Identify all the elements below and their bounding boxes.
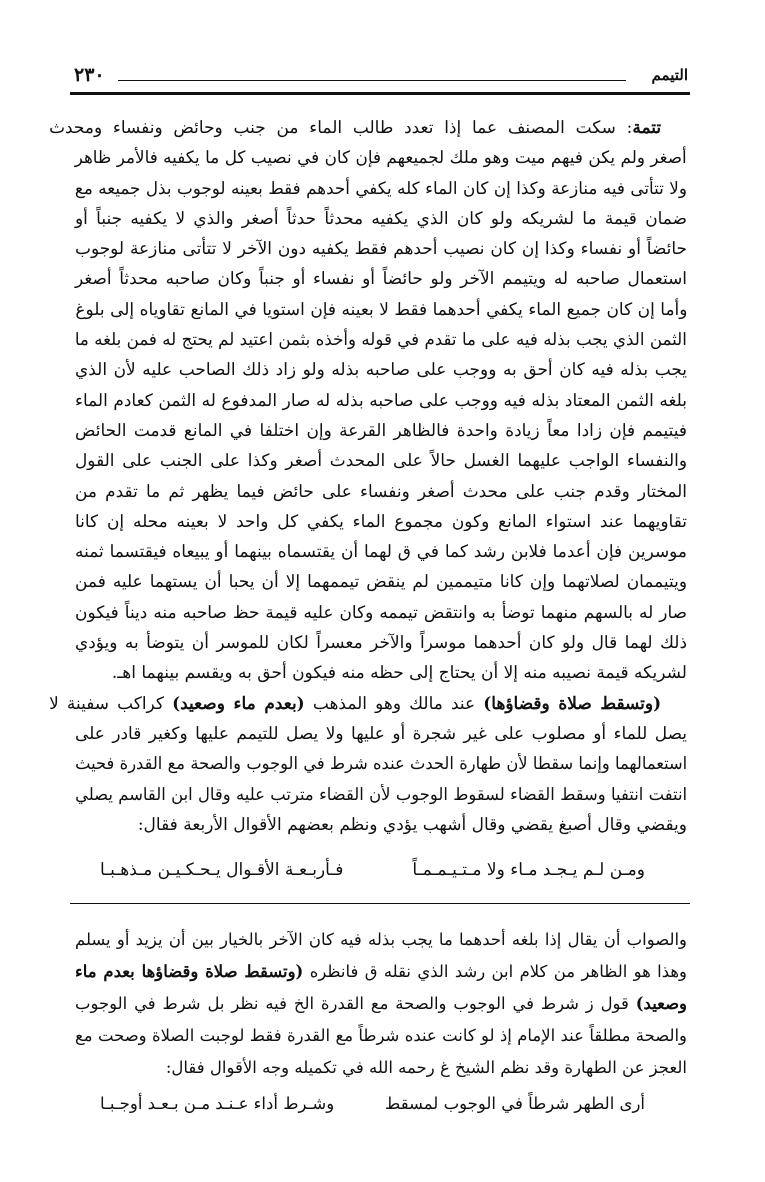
text-segment: يجب بذله فيه كان أحق به ووجب على صاحبه بذله ولو زاد ذلك الصاحب عليه لأن الذي bbox=[75, 360, 687, 381]
text-line bbox=[49, 689, 687, 719]
text-segment: موسرين فإن أعدما فلابن رشد كما في ق لهما أن يقتسماه بينهما أو يبيعاه فيقتسما ثمنه bbox=[75, 542, 687, 563]
text-segment: والصحة مطلقاً عند الإمام إذ لو كانت عنده شرطاً مع القدرة فقط لوجبت الصلاة وصحت مع bbox=[75, 1026, 687, 1045]
text-line bbox=[75, 537, 687, 567]
text-segment: ذلك لهما قال ولو كان أحدهما موسراً والآخر معسراً لكان للموسر أن يتوضأ به ويؤدي bbox=[75, 633, 687, 654]
text-line bbox=[75, 446, 687, 476]
text-line bbox=[75, 477, 687, 507]
text-segment: كراكب سفينة لا bbox=[49, 693, 173, 714]
text-line bbox=[75, 956, 687, 988]
text-line bbox=[75, 988, 687, 1020]
text-line bbox=[75, 780, 687, 810]
verse-hemistich-first: ومـن لـم يـجـد مـاء ولا مـتـيـمـمـاً bbox=[412, 860, 645, 880]
text-segment: حائضاً أو نفساء وكذا إن كان نصيب أحدهم فقط يكفيه دون الآخر لا تتأتى منازعة لوجوب bbox=[75, 239, 687, 260]
text-segment: الثمن الذي يجب بذله فيه على ما تقدم في قوله وأخذه بثمن اعتيد لم يحتج له فمن بلغه ما bbox=[75, 330, 687, 351]
text-segment: : سكت المصنف عما إذا تعدد طالب الماء من جنب وحائض ونفساء ومحدث bbox=[49, 118, 633, 138]
text-line bbox=[75, 1020, 687, 1052]
text-line bbox=[75, 295, 687, 325]
verse-hemistich-first: أرى الطهر شرطاً في الوجوب لمسقط bbox=[385, 1094, 645, 1113]
text-segment: وأما إن كان جميع الماء يكفي أحدهما فقط لا بعينه فإن استويا في المانع تقاوياه إلى بلوغ bbox=[75, 299, 687, 320]
text-segment: والنفساء الواجب عليهما الغسل حالاً على المحدث أصغر وكذا على الجنب على القول bbox=[75, 451, 687, 472]
text-line bbox=[75, 386, 687, 416]
text-segment: تقاويهما عند استواء المانع وكون مجموع الماء يكفي كل واحد لا بعينه محله إن كانا bbox=[75, 511, 687, 532]
text-segment: استعمال صاحبه له ويتيمم الآخر ولو حائضاً أو نفساء أو جنباً وكان صاحبه محدثاً أصغر bbox=[75, 269, 687, 290]
text-line bbox=[75, 355, 687, 385]
text-segment: أصغر ولم يكن فيهم ميت وهو ملك لجميعهم فإن كان في نصيب كل ما يكفيه فالأمر ظاهر bbox=[75, 148, 687, 169]
text-line bbox=[75, 507, 687, 537]
text-segment: لشريكه قيمة نصيبه منه إلا أن يحتاج إلى حظه منه فيكون أحق به ويقسم بينهما اهـ. bbox=[111, 663, 687, 684]
bold-text: (بعدم ماء وصعيد) bbox=[172, 693, 305, 714]
page-header bbox=[70, 62, 690, 92]
text-line bbox=[75, 264, 687, 294]
main-text bbox=[49, 113, 687, 840]
text-line bbox=[75, 567, 687, 597]
footnote-verse bbox=[100, 1094, 645, 1113]
main-verse bbox=[100, 860, 645, 880]
footnote-text bbox=[75, 924, 687, 1084]
page-number: ٢٣٠ bbox=[74, 64, 105, 86]
header-divider bbox=[70, 92, 690, 95]
text-line bbox=[75, 174, 687, 204]
text-segment: يصل للماء أو مصلوب على غير شجرة أو عليها ولا يصل للتيمم عليها وكغير قادر على bbox=[75, 723, 687, 744]
text-segment: ولا تتأتى فيه منازعة وكذا إن كان الماء كله يكفي أحدهم فقط بعينه لوجوب بذل جميعه مع bbox=[75, 178, 687, 199]
text-segment: استعمالهما وإنما سقطا لأن طهارة الحدث عنده شرط في الوجوب والصحة مع القدرة فحيث bbox=[75, 754, 687, 775]
bold-text: (وتسقط صلاة وقضاؤها بعدم ماء bbox=[75, 962, 304, 981]
header-rule bbox=[118, 80, 626, 81]
footnote-separator bbox=[70, 903, 690, 904]
text-segment: بلغه الثمن المعتاد بذله فيه ووجب على صاحبه بذله له صار المدفوع له الثمن كعادم الماء bbox=[75, 390, 687, 411]
text-segment: ويتيممان لصلاتهما وإن كانا متيممين لم ينقض تيممهما إلا أن يحبا أن يستهما عليه فمن bbox=[75, 572, 687, 593]
text-line bbox=[75, 810, 687, 840]
text-segment: صار له بالسهم منهما توضأ به وانتقض تيممه وكان عليه قيمة حظ صاحبه منه ديناً فيكون bbox=[75, 602, 687, 623]
bold-text: وصعيد) bbox=[635, 994, 687, 1013]
text-segment: قول ز شرط في الوجوب والصحة مع القدرة الخ فيه نظر بل شرط في الوجوب bbox=[75, 994, 636, 1013]
text-segment: فيتيمم فإن زادا معاً زيادة واحدة فالظاهر القرعة وإن اختلفا في المانع قدمت الحائض bbox=[75, 420, 687, 441]
text-line bbox=[75, 1052, 687, 1084]
text-segment: ويقضي وقال أصبغ يقضي وقال أشهب يؤدي ونظم بعضهم الأقوال الأربعة فقال: bbox=[137, 814, 687, 835]
bold-text: تتمة bbox=[632, 118, 662, 138]
text-line bbox=[75, 325, 687, 355]
text-segment: ضمان قيمة ما لشريكه ولو كان الذي يكفيه محدثاً حدثاً أصغر والذي لا يكفيه جنباً أو bbox=[75, 208, 687, 229]
text-line bbox=[75, 924, 687, 956]
text-line bbox=[75, 719, 687, 749]
bold-text: (وتسقط صلاة وقضاؤها) bbox=[483, 693, 662, 714]
text-line bbox=[75, 658, 687, 688]
text-segment: العجز عن الطهارة وقد نظم الشيخ غ رحمه الله في تكميله وجه الأقوال فقال: bbox=[165, 1058, 687, 1077]
running-title: التيمم bbox=[651, 66, 688, 84]
text-segment: المختار وقدم جنب على محدث أصغر ونفساء على حائض فيما يظهر ثم ما تقدم من bbox=[75, 481, 687, 502]
verse-hemistich-second: وشـرط أداء عـنـد مـن بـعـد أوجـبـا bbox=[100, 1094, 335, 1113]
verse-hemistich-second: فـأربـعـة الأقـوال يـحـكـيـن مـذهـبـا bbox=[100, 860, 344, 880]
text-segment: انتفت انتفيا وسقط القضاء لسقوط الوجوب لأن القضاء مترتب عليه وقال ابن القاسم يصلي bbox=[75, 784, 687, 805]
text-line bbox=[75, 234, 687, 264]
text-line bbox=[75, 598, 687, 628]
text-segment: وهذا هو الظاهر من كلام ابن رشد الذي نقله ق فانظره bbox=[303, 962, 687, 981]
text-line bbox=[75, 143, 687, 173]
text-line bbox=[75, 416, 687, 446]
text-line bbox=[75, 749, 687, 779]
text-segment: عند مالك وهو المذهب bbox=[304, 693, 484, 714]
text-line bbox=[75, 628, 687, 658]
text-segment: والصواب أن يقال إذا بلغه أحدهما ما يجب بذله فيه كان الآخر بالخيار بين أن يزيد أو يسلم bbox=[75, 930, 687, 949]
text-line bbox=[75, 204, 687, 234]
text-line bbox=[49, 113, 687, 143]
